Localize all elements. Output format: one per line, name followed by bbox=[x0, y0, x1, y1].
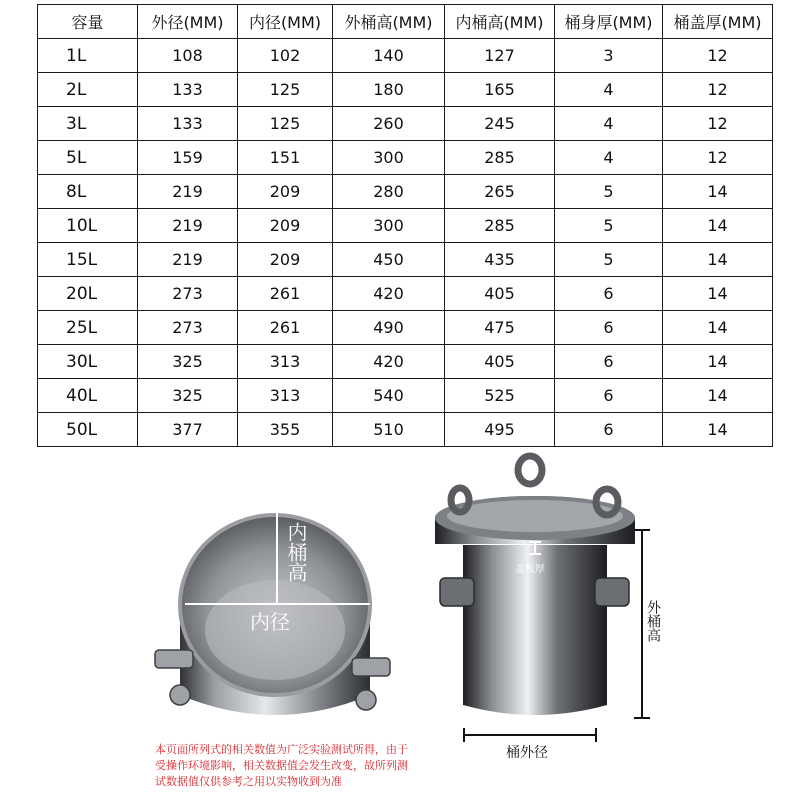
table-row bbox=[38, 73, 773, 107]
table-cell: 280 bbox=[333, 175, 445, 209]
table-cell: 4 bbox=[555, 73, 663, 107]
table-cell-capacity: 3L bbox=[38, 107, 138, 141]
table-cell: 6 bbox=[555, 277, 663, 311]
disclaimer-line: 本页面所列式的相关数值为广泛实验测试所得，由于 bbox=[155, 743, 408, 756]
table-cell: 151 bbox=[238, 141, 333, 175]
table-row bbox=[38, 379, 773, 413]
table-cell: 475 bbox=[445, 311, 555, 345]
table-cell-capacity: 25L bbox=[38, 311, 138, 345]
table-cell-capacity: 15L bbox=[38, 243, 138, 277]
table-cell: 5 bbox=[555, 209, 663, 243]
table-cell: 12 bbox=[663, 73, 773, 107]
table-cell: 285 bbox=[445, 141, 555, 175]
table-cell-capacity: 40L bbox=[38, 379, 138, 413]
table-row bbox=[38, 39, 773, 73]
table-cell: 209 bbox=[238, 209, 333, 243]
header-body-thickness: 桶身厚(MM) bbox=[555, 5, 663, 39]
table-cell: 219 bbox=[138, 243, 238, 277]
header-inner-diameter: 内径(MM) bbox=[238, 5, 333, 39]
table-row bbox=[38, 243, 773, 277]
table-row bbox=[38, 175, 773, 209]
table-cell-capacity: 5L bbox=[38, 141, 138, 175]
table-cell-capacity: 1L bbox=[38, 39, 138, 73]
table-cell: 4 bbox=[555, 107, 663, 141]
outer-diameter-label: 桶外径 bbox=[506, 745, 548, 761]
table-header-row bbox=[38, 5, 773, 39]
table-cell: 12 bbox=[663, 141, 773, 175]
lid-thickness-label: 盖板厚 bbox=[515, 564, 545, 575]
header-lid-thickness: 桶盖厚(MM) bbox=[663, 5, 773, 39]
disclaimer bbox=[155, 742, 455, 790]
table-cell: 14 bbox=[663, 175, 773, 209]
spec-table bbox=[37, 4, 773, 447]
table-row bbox=[38, 107, 773, 141]
table-cell: 300 bbox=[333, 141, 445, 175]
header-inner-height: 内桶高(MM) bbox=[445, 5, 555, 39]
table-cell: 405 bbox=[445, 345, 555, 379]
table-cell: 5 bbox=[555, 243, 663, 277]
table-cell: 159 bbox=[138, 141, 238, 175]
table-cell: 355 bbox=[238, 413, 333, 447]
table-cell: 420 bbox=[333, 345, 445, 379]
table-cell: 14 bbox=[663, 413, 773, 447]
table-cell: 102 bbox=[238, 39, 333, 73]
table-cell: 405 bbox=[445, 277, 555, 311]
table-cell: 495 bbox=[445, 413, 555, 447]
table-cell: 261 bbox=[238, 277, 333, 311]
table-cell: 209 bbox=[238, 243, 333, 277]
table-cell: 3 bbox=[555, 39, 663, 73]
table-cell-capacity: 10L bbox=[38, 209, 138, 243]
table-cell: 450 bbox=[333, 243, 445, 277]
table-cell: 325 bbox=[138, 345, 238, 379]
table-cell: 219 bbox=[138, 175, 238, 209]
table-cell: 6 bbox=[555, 311, 663, 345]
table-cell: 260 bbox=[333, 107, 445, 141]
table-cell: 313 bbox=[238, 379, 333, 413]
table-cell: 14 bbox=[663, 209, 773, 243]
table-cell: 12 bbox=[663, 107, 773, 141]
table-row bbox=[38, 345, 773, 379]
inner-height-label: 内桶高 bbox=[284, 522, 308, 582]
table-cell: 108 bbox=[138, 39, 238, 73]
table-cell: 261 bbox=[238, 311, 333, 345]
table-cell: 125 bbox=[238, 107, 333, 141]
table-cell: 133 bbox=[138, 73, 238, 107]
table-cell: 313 bbox=[238, 345, 333, 379]
table-row bbox=[38, 209, 773, 243]
table-cell-capacity: 2L bbox=[38, 73, 138, 107]
closed-bucket-photo bbox=[425, 450, 645, 740]
table-cell: 14 bbox=[663, 311, 773, 345]
table-row bbox=[38, 413, 773, 447]
table-cell: 540 bbox=[333, 379, 445, 413]
disclaimer-line: 受操作环境影响，相关数据值会发生改变，故所列测 bbox=[155, 759, 408, 772]
table-row bbox=[38, 311, 773, 345]
table-cell: 14 bbox=[663, 243, 773, 277]
table-cell: 4 bbox=[555, 141, 663, 175]
table-cell: 377 bbox=[138, 413, 238, 447]
table-cell: 273 bbox=[138, 311, 238, 345]
header-outer-diameter: 外径(MM) bbox=[138, 5, 238, 39]
table-cell: 6 bbox=[555, 413, 663, 447]
table-cell: 265 bbox=[445, 175, 555, 209]
table-row bbox=[38, 141, 773, 175]
table-cell: 525 bbox=[445, 379, 555, 413]
table-cell: 285 bbox=[445, 209, 555, 243]
table-cell: 5 bbox=[555, 175, 663, 209]
table-cell: 165 bbox=[445, 73, 555, 107]
table-cell: 420 bbox=[333, 277, 445, 311]
table-cell-capacity: 8L bbox=[38, 175, 138, 209]
table-cell: 219 bbox=[138, 209, 238, 243]
table-cell: 209 bbox=[238, 175, 333, 209]
table-cell: 180 bbox=[333, 73, 445, 107]
inner-diameter-label: 内径 bbox=[250, 610, 290, 634]
table-cell-capacity: 30L bbox=[38, 345, 138, 379]
table-cell: 133 bbox=[138, 107, 238, 141]
header-outer-height: 外桶高(MM) bbox=[333, 5, 445, 39]
table-cell-capacity: 50L bbox=[38, 413, 138, 447]
outer-height-label: 外桶高 bbox=[645, 600, 661, 642]
outer-diameter-dimension bbox=[462, 728, 598, 742]
table-cell: 14 bbox=[663, 277, 773, 311]
table-cell: 140 bbox=[333, 39, 445, 73]
table-body bbox=[38, 39, 773, 447]
table-cell: 6 bbox=[555, 379, 663, 413]
table-cell: 6 bbox=[555, 345, 663, 379]
table-cell: 125 bbox=[238, 73, 333, 107]
table-cell: 245 bbox=[445, 107, 555, 141]
table-cell-capacity: 20L bbox=[38, 277, 138, 311]
table-cell: 490 bbox=[333, 311, 445, 345]
table-cell: 325 bbox=[138, 379, 238, 413]
table-cell: 12 bbox=[663, 39, 773, 73]
table-cell: 300 bbox=[333, 209, 445, 243]
header-capacity: 容量 bbox=[38, 5, 138, 39]
table-cell: 14 bbox=[663, 345, 773, 379]
table-cell: 273 bbox=[138, 277, 238, 311]
table-cell: 14 bbox=[663, 379, 773, 413]
table-cell: 510 bbox=[333, 413, 445, 447]
table-cell: 435 bbox=[445, 243, 555, 277]
disclaimer-line: 试数据值仅供参考之用以实物收到为准 bbox=[155, 775, 342, 788]
table-row bbox=[38, 277, 773, 311]
table-cell: 127 bbox=[445, 39, 555, 73]
